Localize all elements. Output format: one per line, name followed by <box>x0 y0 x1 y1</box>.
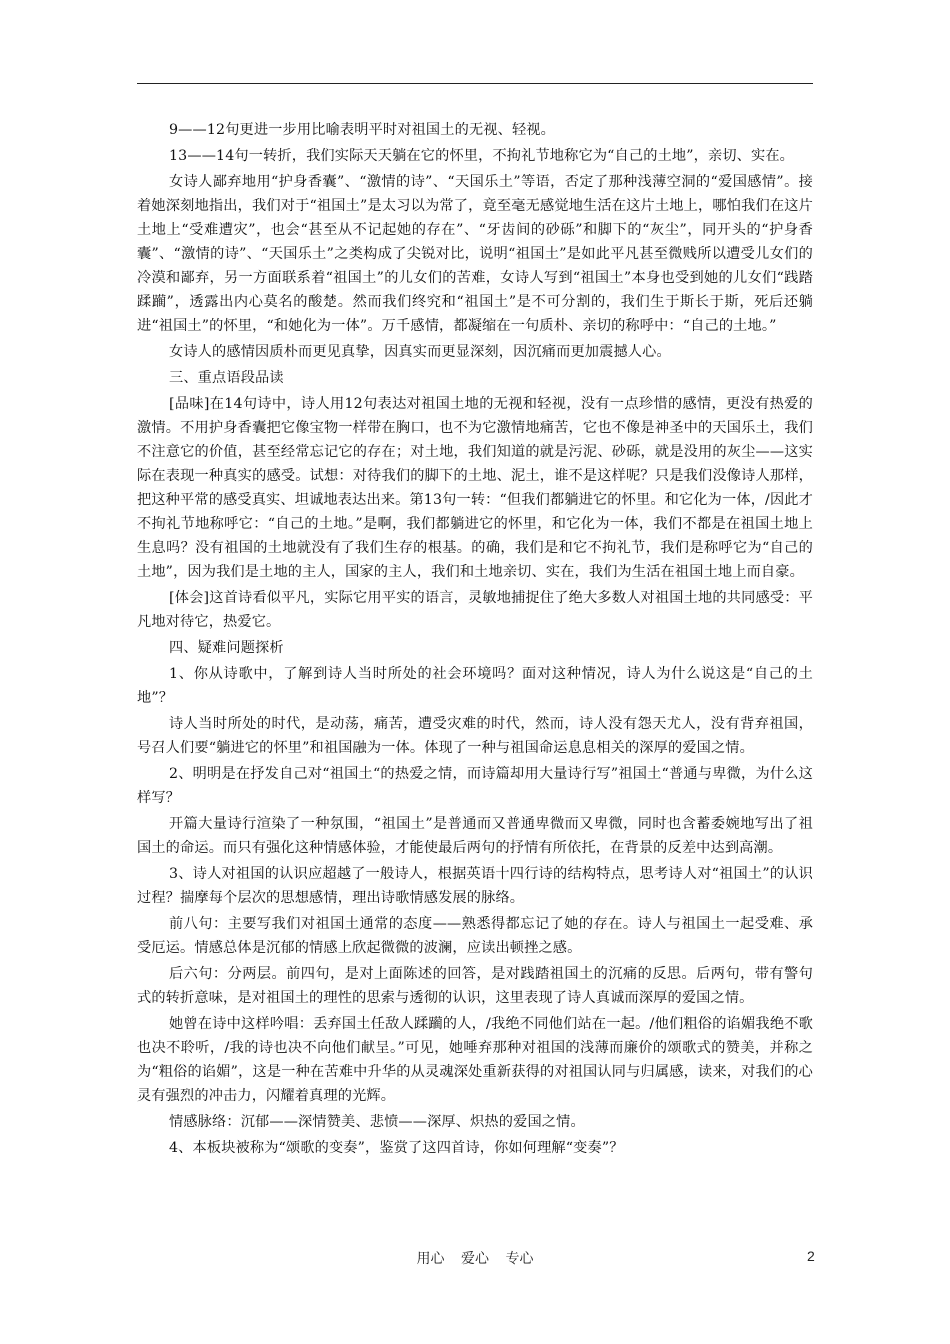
body-text <box>137 118 813 1162</box>
page-number: 2 <box>807 1248 815 1264</box>
paragraph: 四、疑难问题探析 <box>169 640 284 656</box>
header-rule <box>137 83 813 84</box>
paragraph: 3、诗人对祖国的认识应超越了一般诗人，根据英语十四行诗的结构特点，思考诗人对“祖国土”的认识过程？揣摩每个层次的思想感情，理出诗歌情感发展的脉络。 <box>137 866 813 906</box>
paragraph: 女诗人鄙弃地用“护身香囊”、“激情的诗”、“天国乐土”等语，否定了那种浅薄空洞的“爱国感情”。接着她深刻地指出，我们对于“祖国土”是太习以为常了，竟至毫无感觉地生活在这片土地上，哪怕我们在这片土地上“受难遭灾”，也会“甚至从不记起她的存在”、“牙齿间的砂砾”和脚下的“灰尘”，同开头的“护身香囊”、“激情的诗”、“天国乐土”之类构成了尖锐对比，说明“祖国土”是如此平凡甚至微贱所以遭受儿女们的冷漠和鄙弃，另一方面联系着“祖国土”的儿女们的苦难，女诗人写到“祖国土”本身也受到她的儿女们“践踏蹂躏”，透露出内心莫名的酸楚。然而我们终究和“祖国土”是不可分割的，我们生于斯长于斯，死后还躺进“祖国土”的怀里，“和她化为一体”。万千感情，都凝缩在一句质朴、亲切的称呼中：“自己的土地。” <box>137 174 813 334</box>
paragraph: [品味]在14句诗中，诗人用12句表达对祖国土地的无视和轻视，没有一点珍惜的感情，更没有热爱的激情。不用护身香囊把它像宝物一样带在胸口，也不为它激情地痛苦，它也不像是神圣中的天国乐土，我们不注意它的价值，甚至经常忘记它的存在；对土地，我们知道的就是污泥、砂砾，就是没用的灰尘——这实际在表现一种真实的感受。试想：对待我们的脚下的土地、泥土，谁不是这样呢？只是我们没像诗人那样，把这种平常的感受真实、坦诚地表达出来。第13句一转：“但我们都躺进它的怀里。和它化为一体，/因此才不拘礼节地称呼它：“自己的土地。”是啊，我们都躺进它的怀里，和它化为一体，我们不都是在祖国土地上生息吗？没有祖国的土地就没有了我们生存的根基。的确，我们是和它不拘礼节，我们是称呼它为“自己的土地”，因为我们是土地的主人，国家的主人，我们和土地亲切、实在，我们为生活在祖国土地上而自豪。 <box>137 396 813 580</box>
paragraph: 开篇大量诗行渲染了一种氛围，“祖国土”是普通而又普通卑微而又卑微，同时也含蓄委婉地写出了祖国土的命运。而只有强化这种情感体验，才能使最后两句的抒情有所依托，在背景的反差中达到高潮。 <box>137 816 813 856</box>
footer-item: 爱心 <box>461 1251 489 1267</box>
paragraph: 13——14句一转折，我们实际天天躺在它的怀里，不拘礼节地称它为“自己的土地”，亲切、实在。 <box>169 148 795 164</box>
paragraph: 前八句：主要写我们对祖国土通常的态度——熟悉得都忘记了她的存在。诗人与祖国土一起受难、承受厄运。情感总体是沉郁的情感上欣起微微的波澜，应读出顿挫之感。 <box>137 916 813 956</box>
paragraph: 后六句：分两层。前四句，是对上面陈述的回答，是对践踏祖国土的沉痛的反思。后两句，带有警句式的转折意味，是对祖国土的理性的思索与透彻的认识，这里表现了诗人真诚而深厚的爱国之情。 <box>137 966 813 1006</box>
paragraph: 情感脉络：沉郁——深情赞美、悲愤——深厚、炽热的爱国之情。 <box>169 1114 585 1130</box>
paragraph: 女诗人的感情因质朴而更见真挚，因真实而更显深刻，因沉痛而更加震撼人心。 <box>169 344 671 360</box>
footer-item: 专心 <box>505 1251 534 1267</box>
paragraph: [体会]这首诗看似平凡，实际它用平实的语言，灵敏地捕捉住了绝大多数人对祖国土地的共同感受：平凡地对待它，热爱它。 <box>137 590 813 630</box>
paragraph: 4、本板块被称为“颂歌的变奏”，鉴赏了这四首诗，你如何理解“变奏”？ <box>169 1140 624 1156</box>
paragraph: 1、你从诗歌中，了解到诗人当时所处的社会环境吗？面对这种情况，诗人为什么说这是“自己的土地”？ <box>137 666 813 706</box>
footer-item: 用心 <box>416 1251 445 1267</box>
paragraph: 9——12句更进一步用比喻表明平时对祖国土的无视、轻视。 <box>169 122 555 138</box>
paragraph: 她曾在诗中这样吟唱：丢弃国土任敌人蹂躏的人，/我绝不同他们站在一起。/他们粗俗的谄媚我绝不歌也决不聆听，/我的诗也决不向他们献呈。”可见，她唾弃那种对祖国的浅薄而廉价的颂歌式的赞美，并称之为“粗俗的谄媚”，这是一种在苦难中升华的从灵魂深处重新获得的对祖国认同与归属感，读来，对我们的心灵有强烈的冲击力，闪耀着真理的光辉。 <box>137 1016 813 1104</box>
paragraph: 2、明明是在抒发自己对“祖国土“的热爱之情，而诗篇却用大量诗行写”祖国土“普通与卑微，为什么这样写？ <box>137 766 813 806</box>
paragraph: 诗人当时所处的时代，是动荡，痛苦，遭受灾难的时代，然而，诗人没有怨天尤人，没有背弃祖国，号召人们要“躺进它的怀里”和祖国融为一体。体现了一种与祖国命运息息相关的深厚的爱国之情。 <box>137 716 813 756</box>
paragraph: 三、重点语段品读 <box>169 370 284 386</box>
